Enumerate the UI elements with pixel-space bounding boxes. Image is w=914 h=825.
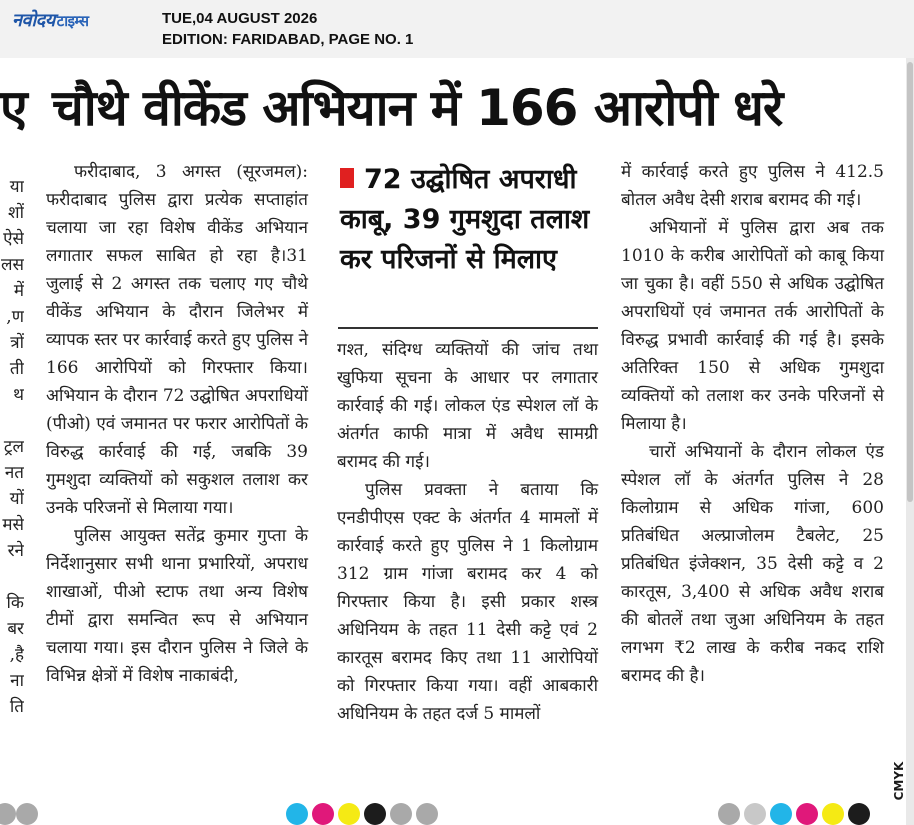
neighbor-line-fragment: ना bbox=[10, 671, 24, 691]
cmyk-label bbox=[892, 752, 906, 810]
cmyk-text: CMYK bbox=[892, 761, 906, 801]
neighbor-line-fragment: बर bbox=[7, 619, 24, 639]
registration-mark-cyan bbox=[286, 803, 308, 825]
registration-mark-gray bbox=[718, 803, 740, 825]
neighbor-headline-fragment: ए bbox=[0, 79, 28, 137]
article-column-3 bbox=[621, 158, 884, 690]
article-paragraph: चारों अभियानों के दौरान लोकल एंड स्पेशल लॉ के अंतर्गत पुलिस ने 28 किलोग्राम से अधिक गांजा, 600 प्रतिबंधित अल्प्राजोलम टैबलेट, 25 प्रतिबंधित इंजेक्शन, 35 देसी कट्टे व 2 कारतूस, 3,400 से अधिक अवैध शराब की बोतलें तथा जुआ अधिनियम के तहत लगभग ₹2 लाख के करीब नकद राशि बरामद की है। bbox=[621, 442, 884, 686]
article-column-2 bbox=[337, 336, 598, 728]
logo-main: नवोदय bbox=[12, 10, 55, 31]
registration-mark-magenta bbox=[796, 803, 818, 825]
registration-mark-gray bbox=[416, 803, 438, 825]
neighbor-line-fragment: ट्रल bbox=[3, 437, 24, 457]
newspaper-logo[interactable] bbox=[12, 8, 89, 32]
registration-mark-cyan bbox=[770, 803, 792, 825]
red-square-bullet-icon bbox=[340, 168, 354, 188]
registration-mark-yellow bbox=[822, 803, 844, 825]
registration-mark-gray bbox=[16, 803, 38, 825]
registration-mark-black bbox=[848, 803, 870, 825]
article-paragraph: फरीदाबाद, 3 अगस्त (सूरजमल): फरीदाबाद पुलिस द्वारा प्रत्येक सप्ताहांत चलाया जा रहा विशेष वीकेंड अभियान लगातार सफल साबित हो रहा है।31 जुलाई से 2 अगस्त तक चलाए गए चौथे वीकेंड अभियान के दौरान जिलेभर में व्यापक स्तर पर कार्रवाई करते हुए पुलिस ने 166 आरोपियों को गिरफ्तार किया। अभियान के दौरान 72 उद्घोषित अपराधियों (पीओ) एवं जमानत पर फरार आरोपितों के विरुद्ध कार्रवाई की गई, जबकि 39 गुमशुदा व्यक्तियों को सकुशल तलाश कर उनके परिजनों से मिलाया गया। bbox=[46, 162, 308, 518]
neighbor-line-fragment: त्रों bbox=[10, 333, 24, 353]
neighbor-line-fragment bbox=[0, 408, 24, 434]
article-headline: चौथे वीकेंड अभियान में 166 आरोपी धरे bbox=[52, 79, 783, 137]
subheadline-divider bbox=[338, 327, 598, 329]
neighbor-line-fragment: कि bbox=[6, 593, 24, 613]
subheadline-text: 72 उद्घोषित अपराधी काबू, 39 गुमशुदा तलाश कर परिजनों से मिलाए bbox=[340, 164, 590, 275]
article-subheadline bbox=[340, 160, 602, 280]
neighbor-line-fragment: ती bbox=[9, 359, 24, 379]
neighbor-line-fragment: या bbox=[9, 177, 24, 197]
registration-mark-lightgray bbox=[744, 803, 766, 825]
edition-page: EDITION: FARIDABAD, PAGE NO. 1 bbox=[162, 31, 414, 48]
neighbor-line-fragment: है, bbox=[9, 645, 24, 665]
registration-mark-black bbox=[364, 803, 386, 825]
article-column-1 bbox=[46, 158, 308, 690]
logo-sub: टाइम्स bbox=[56, 12, 89, 30]
neighbor-line-fragment: लस bbox=[0, 255, 24, 275]
neighbor-line-fragment: थ bbox=[13, 385, 24, 405]
registration-mark-yellow bbox=[338, 803, 360, 825]
article-paragraph: अभियानों में पुलिस द्वारा अब तक 1010 के करीब आरोपितों को काबू किया जा चुका है। वहीं 550 से अधिक उद्घोषित अपराधियों एवं जमानत तर्क आरोपितों के विरुद्ध प्रभावी कार्रवाई की गई है। इसके अतिरिक्त 150 से अधिक गुमशुदा व्यक्तियों को तलाश कर उनके परिजनों से मिलाया है। bbox=[621, 218, 884, 434]
article-paragraph: में कार्रवाई करते हुए पुलिस ने 412.5 बोतल अवैध देसी शराब बरामद की गई। bbox=[621, 162, 884, 210]
edition-header bbox=[0, 0, 914, 58]
neighbor-line-fragment: नत bbox=[4, 463, 24, 483]
scrollbar-thumb[interactable] bbox=[907, 62, 913, 502]
neighbor-line-fragment: शों bbox=[8, 203, 24, 223]
neighbor-line-fragment: ति bbox=[9, 697, 24, 717]
neighbor-column-fragment bbox=[0, 174, 24, 720]
neighbor-line-fragment bbox=[0, 564, 24, 590]
neighbor-line-fragment: ण, bbox=[6, 307, 24, 327]
neighbor-line-fragment: रने bbox=[7, 541, 24, 561]
registration-mark-gray bbox=[390, 803, 412, 825]
edition-info bbox=[162, 8, 413, 50]
neighbor-line-fragment: में bbox=[13, 281, 24, 301]
article-paragraph: पुलिस प्रवक्ता ने बताया कि एनडीपीएस एक्ट के अंतर्गत 4 मामलों में कार्रवाई करते हुए पुलिस ने 1 किलोग्राम 312 ग्राम गांजा बरामद कर 4 को गिरफ्तार किया है। इसी प्रकार शस्त्र अधिनियम के तहत 11 देसी कट्टे एवं 2 कारतूस बरामद किए तथा 11 आरोपियों को गिरफ्तार किया गया। वहीं आबकारी अधिनियम के तहत दर्ज 5 मामलों bbox=[337, 480, 598, 724]
article-paragraph: गश्त, संदिग्ध व्यक्तियों की जांच तथा खुफिया सूचना के आधार पर लगातार कार्रवाई की गई। लोकल एंड स्पेशल लॉ के अंतर्गत काफी मात्रा में अवैध सामग्री बरामद की गई। bbox=[337, 340, 598, 472]
edition-date: TUE,04 AUGUST 2026 bbox=[162, 10, 318, 27]
registration-mark-magenta bbox=[312, 803, 334, 825]
vertical-scrollbar[interactable] bbox=[906, 58, 914, 825]
neighbor-line-fragment: ऐसे bbox=[3, 229, 24, 249]
article-paragraph: पुलिस आयुक्त सतेंद्र कुमार गुप्ता के निर्देशानुसार सभी थाना प्रभारियों, अपराध शाखाओं, पीओ स्टाफ तथा अन्य विशेष टीमों द्वारा समन्वित रूप से अभियान चलाया गया। इस दौरान पुलिस ने जिले के विभिन्न क्षेत्रों में विशेष नाकाबंदी, bbox=[46, 526, 308, 686]
neighbor-line-fragment: मसे bbox=[2, 515, 24, 535]
neighbor-line-fragment: यों bbox=[9, 489, 24, 509]
